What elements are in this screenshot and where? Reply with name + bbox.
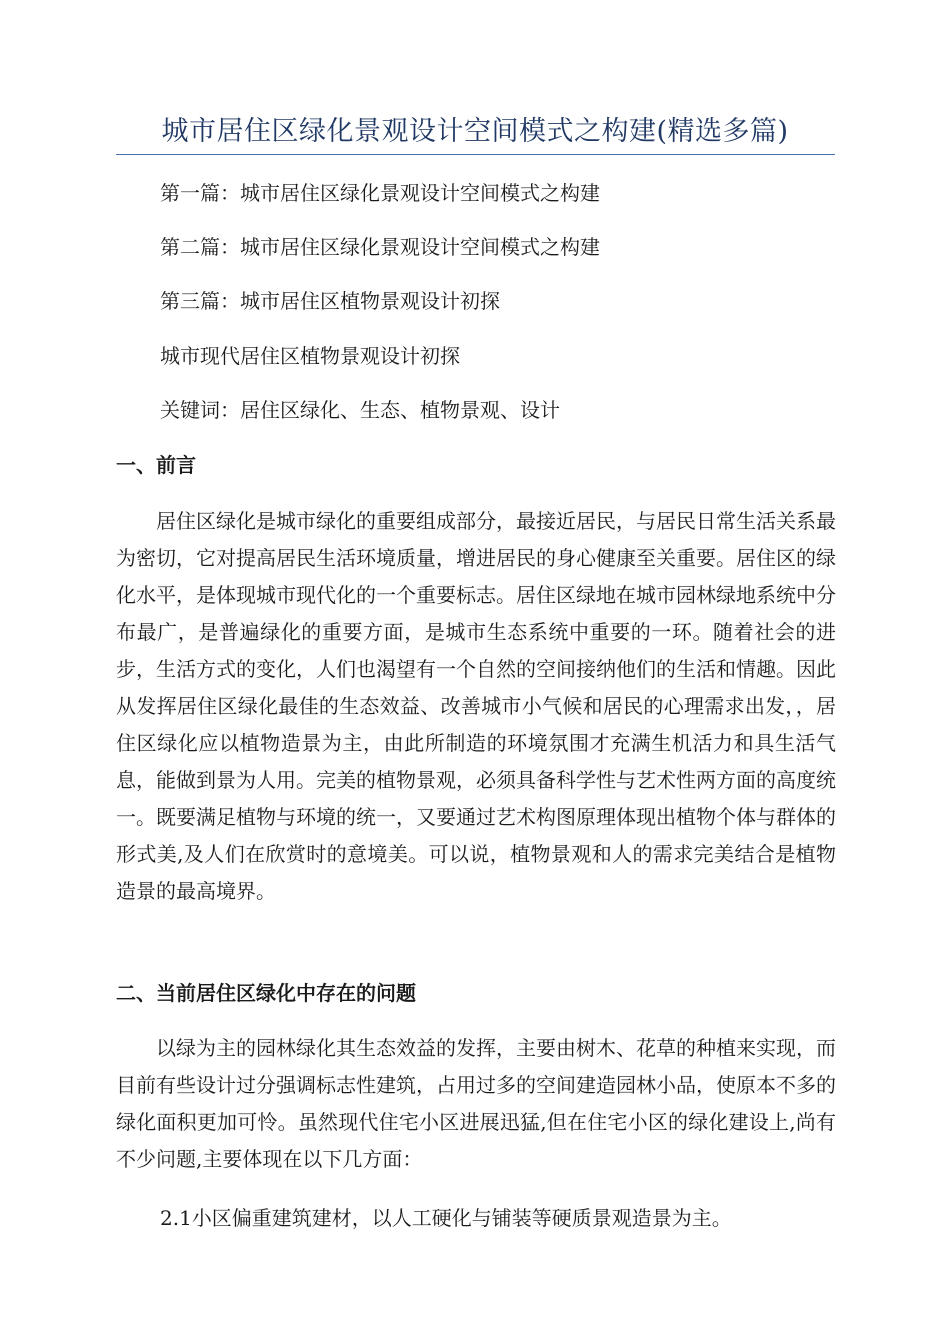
toc-item-1: 第一篇：城市居住区绿化景观设计空间模式之构建: [160, 181, 600, 205]
title-underline: [116, 154, 835, 155]
section-paragraph-preface: 居住区绿化是城市绿化的重要组成部分，最接近居民，与居民日常生活关系最为密切，它对提高居民生活环境质量，增进居民的身心健康至关重要。居住区的绿化水平，是体现城市现代化的一个重要标志。居住区绿地在城市园林绿地系统中分布最广，是普遍绿化的重要方面，是城市生态系统中重要的一环。随着社会的进步，生活方式的变化，人们也渴望有一个自然的空间接纳他们的生活和情趣。因此从发挥居住区绿化最佳的生态效益、改善城市小气候和居民的心理需求出发，，居住区绿化应以植物造景为主，由此所制造的环境氛围才充满生机活力和具生活气息，能做到景为人用。完美的植物景观，必须具备科学性与艺术性两方面的高度统一。既要满足植物与环境的统一，又要通过艺术构图原理体现出植物个体与群体的形式美,及人们在欣赏时的意境美。可以说，植物景观和人的需求完美结合是植物造景的最高境界。: [116, 509, 836, 903]
toc-item-3: 第三篇：城市居住区植物景观设计初探: [160, 289, 500, 313]
toc-item-2: 第二篇：城市居住区绿化景观设计空间模式之构建: [160, 235, 600, 259]
section-heading-preface: 一、前言: [116, 453, 196, 477]
list-item-2-1: 2.1小区偏重建筑建材，以人工硬化与铺装等硬质景观造景为主。: [160, 1206, 732, 1230]
document-title: 城市居住区绿化景观设计空间模式之构建(精选多篇): [161, 116, 789, 147]
keywords: 关键词：居住区绿化、生态、植物景观、设计: [160, 398, 560, 422]
section-heading-problems: 二、当前居住区绿化中存在的问题: [116, 981, 416, 1005]
subtitle: 城市现代居住区植物景观设计初探: [160, 344, 460, 368]
section-paragraph-problems: 以绿为主的园林绿化其生态效益的发挥，主要由树木、花草的种植来实现，而目前有些设计过分强调标志性建筑，占用过多的空间建造园林小品，使原本不多的绿化面积更加可怜。虽然现代住宅小区进展迅猛,但在住宅小区的绿化建设上,尚有不少问题,主要体现在以下几方面：: [116, 1036, 836, 1171]
